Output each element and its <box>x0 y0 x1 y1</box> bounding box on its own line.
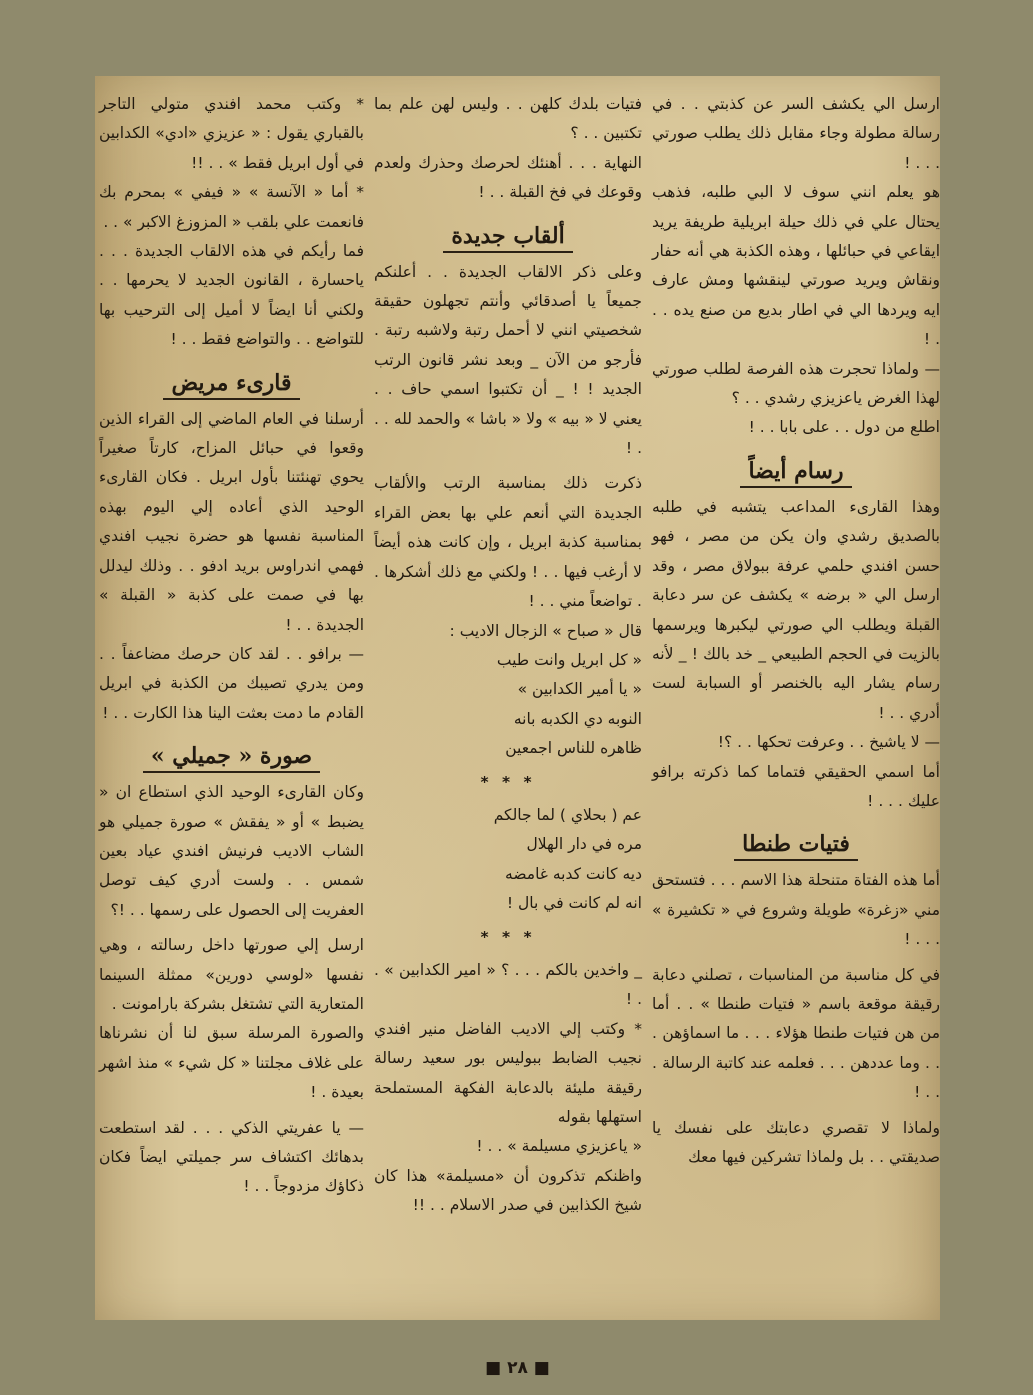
paragraph: النهاية . . . أهنئك لحرصك وحذرك ولعدم وقوعك في فخ القبلة . . ! <box>374 153 642 202</box>
poem-line: النوبه دي الكدبه بانه <box>513 709 642 728</box>
paragraph: — ولماذا تحجرت هذه الفرصة لطلب صورتي لهذا الغرض ياعزيزي رشدي . . ؟ <box>652 359 940 408</box>
paragraph: « ياعزيزي مسيلمة » . . ! <box>476 1137 642 1156</box>
paragraph: _ واخدين بالكم . . . ؟ « امير الكدابين » . . ! <box>374 960 642 1009</box>
paragraph: * أما « الآنسة » « فيفي » بمحرم بك فانعمت علي بلقب « المزوزغ الاكبر » . . <box>99 183 364 231</box>
paragraph: — برافو . . لقد كان حرصك مضاعفاً . . ومن يدري تصيبك من الكذبة في ابريل القادم ما دمت بعثت الينا هذا الكارت . . ! <box>99 644 364 722</box>
paragraph: فما رأيكم في هذه الالقاب الجديدة . . . ياحسارة ، القانون الجديد لا يحرمها . . ولكني أنا ايضاً لا أميل إلى الترحيب بها للتواضع . . والتواضع فقط . . ! <box>99 242 364 349</box>
poem-intro: قال « صباح » الزجال الاديب : <box>449 621 642 640</box>
poem-line: « يا أمير الكدابين » <box>517 680 642 699</box>
paragraph: أما هذه الفتاة متنحلة هذا الاسم . . . فتستحق مني «زغرة» طويلة وشروع في « تكشيرة » . . . ! <box>652 871 940 949</box>
paragraph: واظنكم تذكرون أن «مسيلمة» هذا كان شيخ الكذابين في صدر الاسلام . . !! <box>374 1166 642 1215</box>
section-separator: * * * <box>480 772 536 791</box>
paragraph: * وكتب إلي الاديب الفاضل منير افندي نجيب الضابط ببوليس بور سعيد رسالة رقيقة مليئة بالدعابة الفكهة المستملحة استهلها بقوله <box>374 1019 642 1126</box>
column-right <box>652 90 940 1172</box>
paragraph: اطلع من دول . . على بابا . . ! <box>748 418 940 437</box>
paragraph: ذكرت ذلك بمناسبة الرتب والألقاب الجديدة التي أنعم علي بها بعض القراء بمناسبة كذبة ابريل ، وإن كانت هذه أيضاً لا أرغب فيها . . ! ولكني مع ذلك أشكرها . . تواضعاً مني . . ! <box>374 474 642 611</box>
paragraph: ارسل إلي صورتها داخل رسالته ، وهي نفسها «لوسي دورين» ممثلة السينما المتعارية التي تشتغل بشركة بارامونت . <box>99 936 364 1013</box>
page-number: ■ ٢٨ ■ <box>485 1358 550 1378</box>
paragraph: ارسل الي يكشف السر عن كذبتي . . في رسالة مطولة وجاء مقابل ذلك يطلب صورتي . . . ! <box>652 95 940 172</box>
poem-line: عم ( بحلاي ) لما جالكم <box>493 805 642 824</box>
column-left <box>99 90 364 1202</box>
paragraph: هو يعلم انني سوف لا البي طلبه، فذهب يحتال علي في ذلك حيلة ابريلية طريفة يريد ايقاعي في حبائلها ، وهذه الكذبة هي أنه حفار ونقاش ويريد صورتي لينقشها ومش عارف ايه ويردها الي في اطار بديع من صنع يده . . . ! <box>652 183 940 349</box>
section-heading: ألقاب جديدة <box>374 220 642 252</box>
poem-line: « كل ابريل وانت طيب <box>496 650 642 669</box>
poem-line: انه لم كانت في بال ! <box>506 894 642 913</box>
poem-line: مره في دار الهلال <box>526 835 642 854</box>
section-heading: فتيات طنطا <box>652 828 940 860</box>
section-heading: صورة « جميلي » <box>99 740 364 772</box>
column-middle <box>374 90 642 1221</box>
section-heading: رسام أيضاً <box>652 455 940 487</box>
paragraph: أرسلنا في العام الماضي إلى القراء الذين وقعوا في حبائل المزاح، كارتاً صغيراً يحوي تهنئتنا بأول ابريل . فكان القارىء الوحيد الذي أعاده إلي اليوم بهذه المناسبة نفسها هو حضرة نجيب افندي فهمي اندراوس بريد ادفو . . وذلك ليدلل بها في صمت على كذبة « القبلة » الجديدة . . ! <box>99 409 364 634</box>
section-heading: قارىء مريض <box>99 367 364 399</box>
paragraph: — لا ياشيخ . . وعرفت تحكها . . ؟! <box>717 733 940 752</box>
paragraph: وعلى ذكر الالقاب الجديدة . . أعلنكم جميعاً يا أصدقائي وأنتم تجهلون حقيقة شخصيتي انني لا أحمل رتبة ولاشبه رتبة . فأرجو من الآن _ وبعد نشر قانون الرتب الجديد ! ! _ أن تكتبوا اسمي حاف . . يعني لا « بيه » ولا « باشا » والحمد لله . . . ! <box>374 262 642 458</box>
magazine-page <box>95 76 940 1378</box>
paragraph: والصورة المرسلة سبق لنا أن نشرناها على غلاف مجلتنا « كل شيء » منذ اشهر بعيدة . ! <box>99 1024 364 1102</box>
paragraph: وكان القارىء الوحيد الذي استطاع ان « يضبط » أو « يفقش » صورة جميلي هو الشاب الاديب فرنيش افندي عياد بعين شمس . . ولست أدري كيف توصل العفريت إلى الحصول على رسمها . . !؟ <box>99 783 364 919</box>
paragraph: أما اسمي الحقيقي فتماما كما ذكرته برافو عليك . . . ! <box>652 762 940 810</box>
paragraph: ولماذا لا تقصري دعابتك على نفسك يا صديقتي . . بل ولماذا تشركين فيها معك <box>652 1118 940 1166</box>
paragraph: — يا عفريتي الذكي . . . لقد استطعت بدهائك اكتشاف سر جميلتي ايضاً فكان ذكاؤك مزدوجاً . . ! <box>99 1118 364 1196</box>
paragraph: وهذا القارىء المداعب يتشبه في طلبه بالصديق رشدي وان يكن من مصر ، فهو حسن افندي حلمي عرفة ببولاق مصر ، وقد ارسل الي « برضه » يكشف عن سر دعابة القبلة ويطلب الي صورتي ليكبرها ويرسمها بالزيت في الحجم الطبيعي _ خد بالك ! _ لأنه رسام يشار اليه بالخنصر أو السبابة لست أدري . . ! <box>652 497 940 722</box>
poem-line: ديه كانت كدبه غامضه <box>505 864 642 883</box>
paragraph: في كل مناسبة من المناسبات ، تصلني دعابة رقيقة موقعة باسم « فتيات طنطا » . . أما من هن فتيات طنطا هؤلاء . . . ما اسماؤهن . . . وما عددهن . . . فعلمه عند كاتبة الرسالة . . . ! <box>652 965 940 1102</box>
paragraph: فتيات بلدك كلهن . . وليس لهن علم بما تكتبين . . ؟ <box>374 95 642 143</box>
poem-line: ظاهره للناس اجمعين <box>505 739 642 758</box>
section-separator: * * * <box>480 927 536 946</box>
paragraph: * وكتب محمد افندي متولي التاجر بالقباري يقول : « عزيزي «ادي» الكدابين في أول ابريل فقط » . . !! <box>99 95 364 172</box>
